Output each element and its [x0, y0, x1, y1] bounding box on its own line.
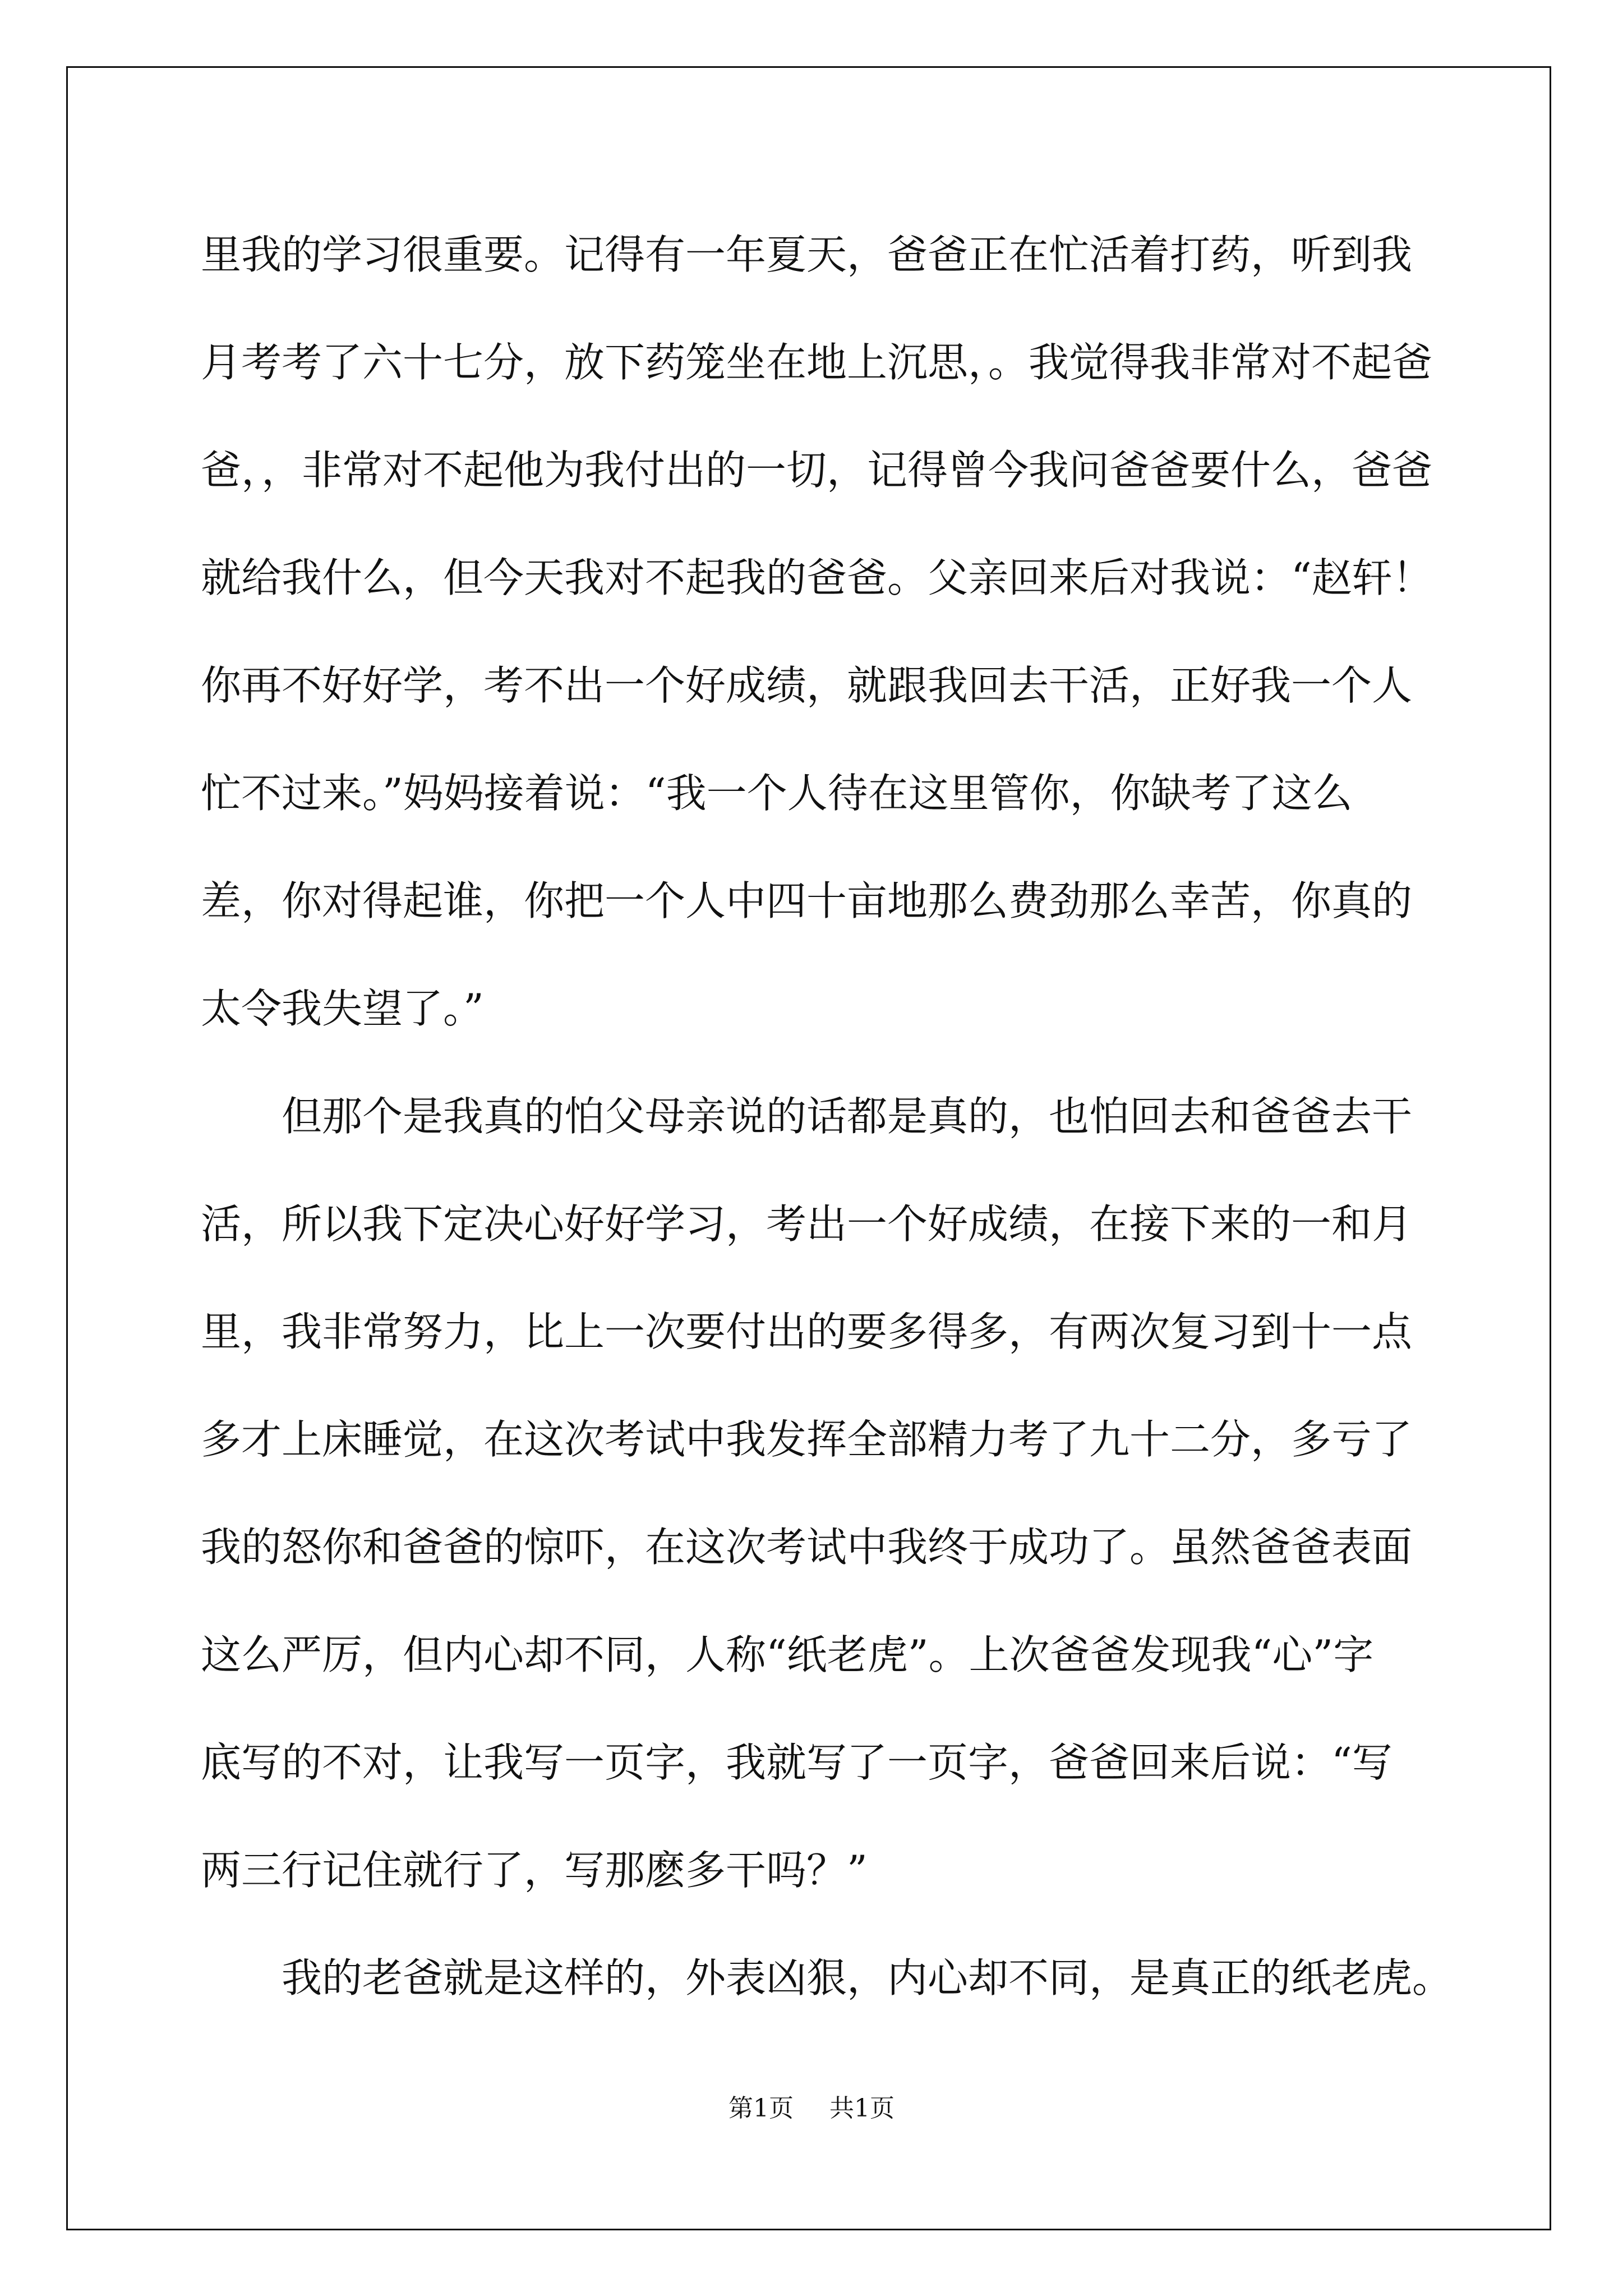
- text-line: 活，所以我下定决心好好学习，考出一个好成绩，在接下来的一和月: [201, 1200, 1413, 1248]
- document-body: [201, 201, 1453, 2032]
- text-line: 就给我什么，但今天我对不起我的爸爸。父亲回来后对我说：“赵轩！: [201, 554, 1433, 601]
- text-line: 月考考了六十七分，放下药笼坐在地上沉思，。我觉得我非常对不起爸: [201, 339, 1433, 386]
- page-total: 共1页: [829, 2094, 895, 2123]
- text-line: 这么严厉，但内心却不同，人称“纸老虎”。上次爸爸发现我“心”字: [201, 1631, 1374, 1678]
- page-number: 第1页: [728, 2094, 794, 2123]
- text-line: 差，你对得起谁，你把一个人中四十亩地那么费劲那么幸苦，你真的: [201, 877, 1413, 924]
- text-line: 里我的学习很重要。记得有一年夏天，爸爸正在忙活着打药，听到我: [201, 231, 1413, 278]
- text-line: 你再不好好学，考不出一个好成绩，就跟我回去干活，正好我一个人: [201, 662, 1413, 709]
- page-footer: [0, 2088, 1623, 2124]
- text-line: 我的怒你和爸爸的惊吓，在这次考试中我终于成功了。虽然爸爸表面: [201, 1524, 1413, 1571]
- text-line: 太令我失望了。”: [201, 985, 484, 1032]
- paragraph-first-line: 我的老爸就是这样的，外表凶狠，内心却不同，是真正的纸老虎。: [282, 1954, 1453, 2001]
- paragraph-first-line: 但那个是我真的怕父母亲说的话都是真的，也怕回去和爸爸去干: [282, 1093, 1413, 1140]
- text-line: 多才上床睡觉，在这次考试中我发挥全部精力考了九十二分，多亏了: [201, 1416, 1413, 1463]
- text-line: 爸，，非常对不起他为我付出的一切，记得曾今我问爸爸要什么，爸爸: [201, 447, 1433, 494]
- text-line: 两三行记住就行了，写那麽多干吗？”: [201, 1847, 868, 1894]
- text-line: 里，我非常努力，比上一次要付出的要多得多，有两次复习到十一点: [201, 1308, 1413, 1355]
- text-line: 忙不过来。”妈妈接着说：“我一个人待在这里管你，你缺考了这么: [201, 770, 1353, 817]
- text-line: 底写的不对，让我写一页字，我就写了一页字，爸爸回来后说：“写: [201, 1739, 1393, 1786]
